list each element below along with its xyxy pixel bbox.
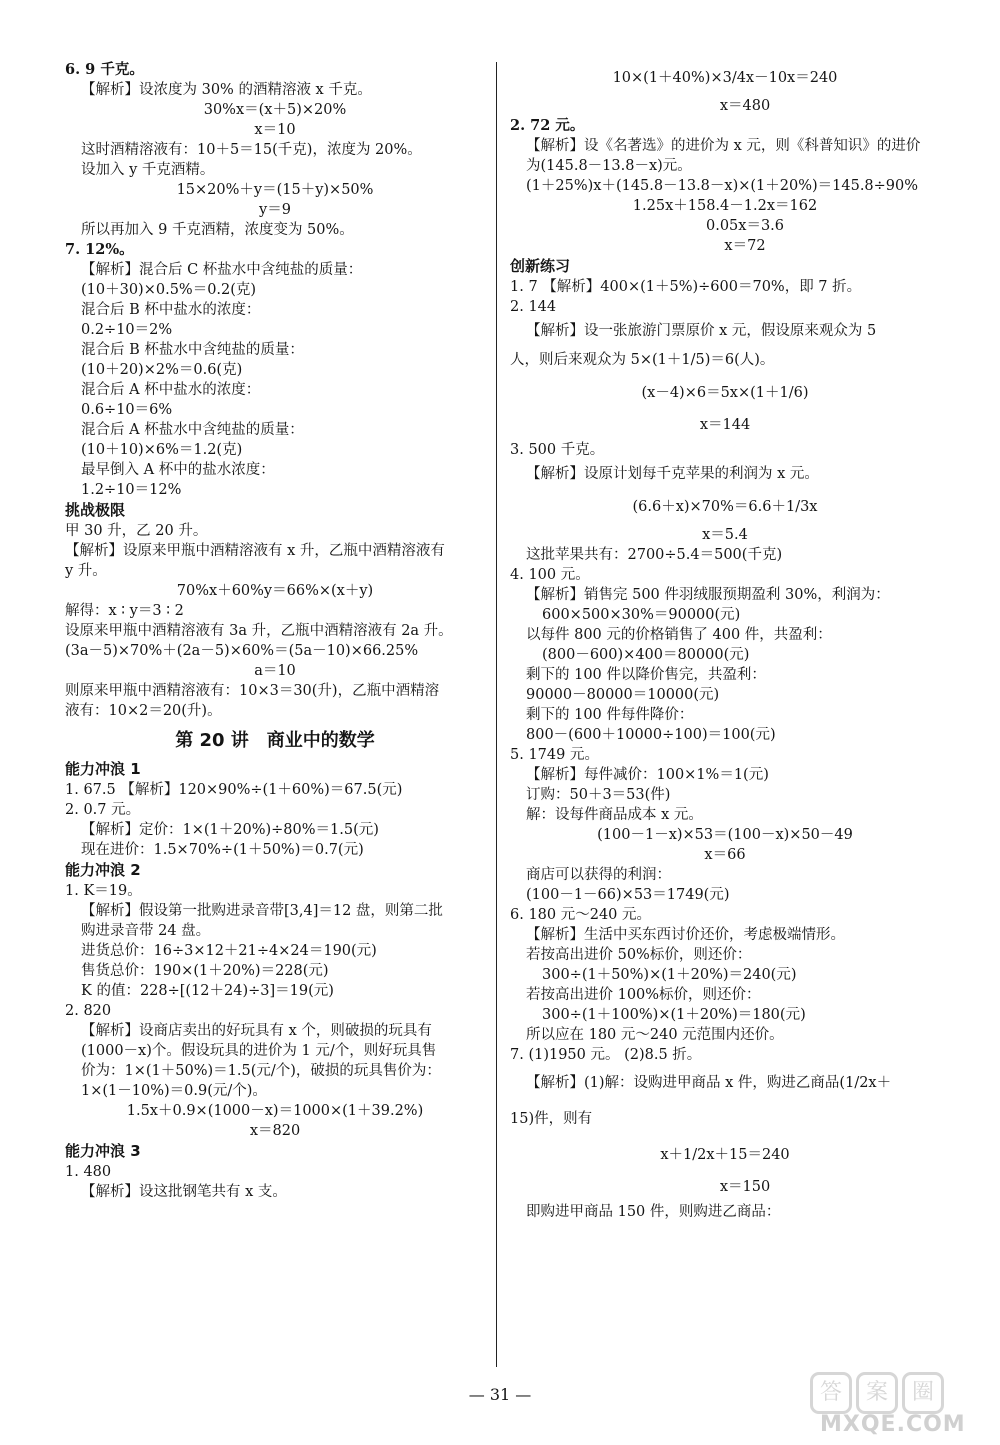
analysis-text: 最早倒入 A 杯中的盐水浓度： <box>81 462 275 478</box>
section-heading-tiaozhan: 挑战极限 <box>65 501 126 519</box>
analysis-text: 【解析】设原来甲瓶中酒精溶液有 x 升，乙瓶中酒精溶液有 <box>65 543 445 559</box>
analysis-text: 【解析】(1)解：设购进甲商品 x 件，购进乙商品(1/2x＋ <box>526 1075 892 1091</box>
analysis-text: 这时酒精溶液有：10＋5＝15(千克)，浓度为 20%。 <box>81 142 422 158</box>
analysis-text: 购进录音带 24 盘。 <box>81 923 211 939</box>
analysis-text: 15)件，则有 <box>510 1111 593 1127</box>
equation: (1＋25%)x＋(145.8－13.8－x)×(1＋20%)＝145.8÷90% <box>526 178 919 194</box>
answer-line: 3. 500 千克。 <box>510 442 605 458</box>
calc-line: 0.6÷10＝6% <box>81 402 173 418</box>
analysis-text: 若按高出进价 50%标价，则还价： <box>526 947 752 963</box>
calc-line: 600×500×30%＝90000(元) <box>542 607 741 623</box>
analysis-text: 【解析】假设第一批购进录音带[3,4]＝12 盘，则第二批 <box>81 903 443 919</box>
analysis-text: 【解析】设一张旅游门票原价 x 元，假设原来观众为 5 <box>526 323 877 339</box>
analysis-text: 所以再加入 9 千克酒精，浓度变为 50%。 <box>81 222 354 238</box>
analysis-text: 为(145.8－13.8－x)元。 <box>526 158 692 174</box>
answer-line: 5. 1749 元。 <box>510 747 599 763</box>
chapter-title: 第 20 讲 商业中的数学 <box>175 730 375 751</box>
analysis-text: 则原来甲瓶中酒精溶液有：10×3＝30(升)，乙瓶中酒精溶 <box>65 683 440 699</box>
answer-line: 1. 67.5 【解析】120×90%÷(1＋60%)＝67.5(元) <box>65 782 403 798</box>
calc-line: 90000－80000＝10000(元) <box>526 687 720 703</box>
answer-line: 1. 7 【解析】400×(1＋5%)÷600＝70%，即 7 折。 <box>510 279 862 295</box>
equation: a＝10 <box>254 663 296 679</box>
calc-line: 0.2÷10＝2% <box>81 322 173 338</box>
calc-line: 300÷(1＋100%)×(1＋20%)＝180(元) <box>542 1007 806 1023</box>
answer-line: 1. K＝19。 <box>65 883 142 899</box>
analysis-text: 【解析】设浓度为 30% 的酒精溶液 x 千克。 <box>81 82 372 98</box>
analysis-text: 进货总价：16÷3×12＋21÷4×24＝190(元) <box>81 943 377 959</box>
analysis-text: 【解析】混合后 C 杯盐水中含纯盐的质量： <box>81 262 363 278</box>
watermark-logo-box: 案 <box>856 1372 898 1414</box>
analysis-text: y 升。 <box>65 563 107 579</box>
watermark-logo-box: 答 <box>810 1372 852 1414</box>
calc-line: (800－600)×400＝80000(元) <box>542 647 750 663</box>
analysis-text: 混合后 B 杯盐水中含纯盐的质量： <box>81 342 304 358</box>
right-column <box>510 60 940 1222</box>
equation: 30%x＝(x＋5)×20% <box>203 102 347 118</box>
equation: 0.05x＝3.6 <box>705 218 785 234</box>
analysis-text: 现在进价：1.5×70%÷(1＋50%)＝0.7(元) <box>81 842 364 858</box>
left-column <box>65 60 485 1202</box>
analysis-text: 【解析】定价：1×(1＋20%)÷80%＝1.5(元) <box>81 822 379 838</box>
section-heading-nl2: 能力冲浪 2 <box>65 861 141 879</box>
analysis-text: 这批苹果共有：2700÷5.4＝500(千克) <box>526 547 783 563</box>
analysis-text: K 的值：228÷[(12＋24)÷3]＝19(元) <box>81 983 334 999</box>
analysis-text: 混合后 A 杯盐水中含纯盐的质量： <box>81 422 304 438</box>
equation: (3a－5)×70%＋(2a－5)×60%＝(5a－10)×66.25% <box>65 643 419 659</box>
analysis-text: 所以应在 180 元～240 元范围内还价。 <box>526 1027 784 1043</box>
section-heading-nl1: 能力冲浪 1 <box>65 760 141 778</box>
analysis-text: 剩下的 100 件以降价售完，共盈利： <box>526 667 766 683</box>
calc-line: 800－(600＋10000÷100)＝100(元) <box>526 727 776 743</box>
analysis-text: 解得：x ∶ y＝3 ∶ 2 <box>65 603 184 619</box>
section-heading-nl3: 能力冲浪 3 <box>65 1142 141 1160</box>
equation: x＝72 <box>724 238 766 254</box>
equation: 10×(1＋40%)×3/4x－10x＝240 <box>612 70 838 86</box>
watermark-text: MXQE.COM <box>820 1412 966 1437</box>
watermark-logo-box: 圈 <box>902 1372 944 1414</box>
equation: 15×20%＋y＝(15＋y)×50% <box>176 182 374 198</box>
analysis-text: 液有：10×2＝20(升)。 <box>65 703 222 719</box>
analysis-text: 混合后 B 杯中盐水的浓度： <box>81 302 261 318</box>
equation: 70%x＋60%y＝66%×(x＋y) <box>176 583 374 599</box>
analysis-text: 售货总价：190×(1＋20%)＝228(元) <box>81 963 329 979</box>
analysis-text: 【解析】生活中买东西讨价还价，考虑极端情形。 <box>526 927 845 943</box>
equation: 1.25x＋158.4－1.2x＝162 <box>632 198 818 214</box>
answer-line: 2. 820 <box>65 1003 112 1019</box>
equation: x＝5.4 <box>702 527 748 543</box>
equation: x＝66 <box>704 847 746 863</box>
answer-line: 1. 480 <box>65 1164 112 1180</box>
analysis-text: 即购进甲商品 150 件，则购进乙商品： <box>526 1204 781 1220</box>
analysis-text: (1000－x)个。假设玩具的进价为 1 元/个，则好玩具售 <box>81 1043 437 1059</box>
analysis-text: 以每件 800 元的价格销售了 400 件，共盈利： <box>526 627 832 643</box>
analysis-text: 设加入 y 千克酒精。 <box>81 162 215 178</box>
answer-line: 7. (1)1950 元。 (2)8.5 折。 <box>510 1047 702 1063</box>
answer-line: 2. 72 元。 <box>510 117 585 134</box>
equation: x＝820 <box>249 1123 301 1139</box>
calc-line: (100－1－66)×53＝1749(元) <box>526 887 730 903</box>
analysis-text: 【解析】设原计划每千克苹果的利润为 x 元。 <box>526 466 819 482</box>
answer-line: 6. 180 元～240 元。 <box>510 907 652 923</box>
analysis-text: 解：设每件商品成本 x 元。 <box>526 807 703 823</box>
calc-line: (10＋10)×6%＝1.2(克) <box>81 442 243 458</box>
analysis-text: 人，则后来观众为 5×(1＋1/5)＝6(人)。 <box>510 352 775 368</box>
answer-line: 甲 30 升，乙 20 升。 <box>65 523 208 539</box>
analysis-text: 价为：1×(1＋50%)＝1.5(元/个)，破损的玩具售价为： <box>81 1063 441 1079</box>
answer-line: 2. 144 <box>510 299 557 315</box>
analysis-text: 【解析】设《名著选》的进价为 x 元，则《科普知识》的进价 <box>526 138 921 154</box>
answer-7: 7. 12%。 <box>65 241 134 258</box>
equation: x＝480 <box>719 98 771 114</box>
equation: 1.5x＋0.9×(1000－x)＝1000×(1＋39.2%) <box>126 1103 424 1119</box>
equation: (x－4)×6＝5x×(1＋1/6) <box>641 385 809 401</box>
analysis-text: 混合后 A 杯中盐水的浓度： <box>81 382 261 398</box>
calc-line: 300÷(1＋50%)×(1＋20%)＝240(元) <box>542 967 797 983</box>
calc-line: 1.2÷10＝12% <box>81 482 182 498</box>
equation: x＝150 <box>719 1179 771 1195</box>
analysis-text: 1×(1－10%)＝0.9(元/个)。 <box>81 1083 267 1099</box>
calc-line: (10＋20)×2%＝0.6(克) <box>81 362 243 378</box>
equation: y＝9 <box>259 202 291 218</box>
equation: x＋1/2x＋15＝240 <box>660 1147 790 1163</box>
analysis-text: 【解析】销售完 500 件羽绒服预期盈利 30%，利润为： <box>526 587 890 603</box>
analysis-text: 【解析】设商店卖出的好玩具有 x 个，则破损的玩具有 <box>81 1023 432 1039</box>
analysis-text: 订购：50＋3＝53(件) <box>526 787 671 803</box>
calc-line: (10＋30)×0.5%＝0.2(克) <box>81 282 257 298</box>
equation: x＝144 <box>699 417 751 433</box>
analysis-text: 设原来甲瓶中酒精溶液有 3a 升，乙瓶中酒精溶液有 2a 升。 <box>65 623 453 639</box>
analysis-text: 【解析】每件减价：100×1%＝1(元) <box>526 767 769 783</box>
answer-line: 2. 0.7 元。 <box>65 802 141 818</box>
section-heading-chuangxin: 创新练习 <box>510 257 571 275</box>
analysis-text: 若按高出进价 100%标价，则还价： <box>526 987 761 1003</box>
page-number: — 31 — <box>468 1385 532 1404</box>
answer-6: 6. 9 千克。 <box>65 61 144 78</box>
equation: x＝10 <box>254 122 296 138</box>
analysis-text: 【解析】设这批钢笔共有 x 支。 <box>81 1184 287 1200</box>
analysis-text: 商店可以获得的利润： <box>526 867 671 883</box>
equation: (100－1－x)×53＝(100－x)×50－49 <box>597 827 853 843</box>
analysis-text: 剩下的 100 件每件降价： <box>526 707 694 723</box>
column-divider <box>496 62 497 1367</box>
equation: (6.6＋x)×70%＝6.6＋1/3x <box>632 499 818 515</box>
answer-line: 4. 100 元。 <box>510 567 590 583</box>
